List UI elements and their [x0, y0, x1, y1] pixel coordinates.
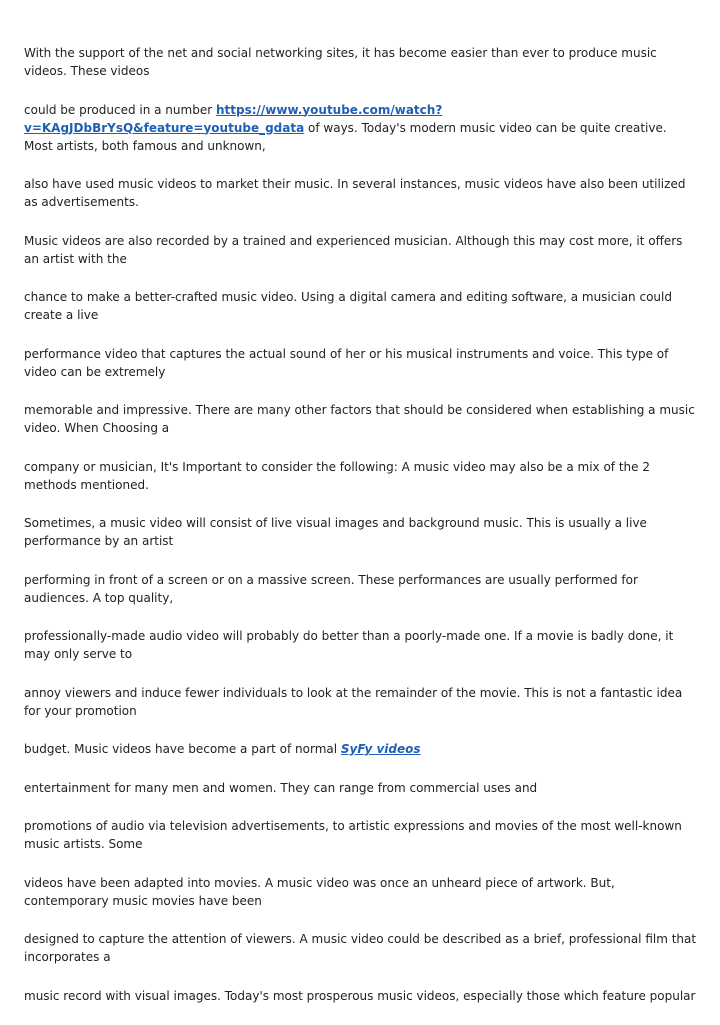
- paragraph-16: videos have been adapted into movies. A music video was once an unheard piece of artwork. But, contemporary music movies have been: [24, 875, 615, 908]
- paragraph-13-before: budget. Music videos have become a part of normal: [24, 742, 341, 756]
- paragraph-3: also have used music videos to market their music. In several instances, music videos have also been utilized as advertisements.: [24, 177, 686, 209]
- paragraph-2-before: could be produced in a number: [24, 102, 216, 117]
- paragraph-17: designed to capture the attention of viewers. A music video could be described as a brief, professional film that incorporates a: [24, 932, 697, 964]
- paragraph-8: company or musician, It's Important to consider the following: A music video may also be a mix of the 2 methods mentioned.: [24, 459, 650, 492]
- paragraph-7: memorable and impressive. There are many other factors that should be considered when establishing a music video. When Choosing a: [24, 403, 695, 435]
- paragraph-15: promotions of audio via television advertisements, to artistic expressions and movies of the most well-known music artists. Some: [24, 819, 682, 851]
- paragraph-11: professionally-made audio video will probably do better than a poorly-made one. If a movie is badly done, it may only serve to: [24, 629, 674, 661]
- paragraph-12: annoy viewers and induce fewer individuals to look at the remainder of the movie. This is not a fantastic idea for your promotion: [24, 685, 683, 718]
- paragraph-1: With the support of the net and social networking sites, it has become easier than ever to produce music videos. These videos: [24, 46, 657, 78]
- paragraph-13: [24, 740, 698, 758]
- paragraph-10: performing in front of a screen or on a massive screen. These performances are usually performed for audiences. A top quality,: [24, 572, 638, 605]
- paragraph-2: [24, 101, 698, 155]
- paragraph-18: music record with visual images. Today's most prosperous music videos, especially those which feature popular: [24, 988, 696, 1003]
- paragraph-14: entertainment for many men and women. They can range from commercial uses and: [24, 780, 538, 795]
- paragraph-2-after: of ways. Today's modern music video can be quite creative. Most artists, both famous and unknown,: [24, 120, 667, 153]
- paragraph-6: performance video that captures the actual sound of her or his musical instruments and voice. This type of video can be extremely: [24, 346, 669, 379]
- youtube-link[interactable]: https://www.youtube.com/watch?v=KAgJDbBrYsQ&feature=youtube_gdata: [24, 102, 443, 135]
- syfy-videos-link[interactable]: SyFy videos: [340, 742, 421, 756]
- document-body: [24, 44, 698, 1025]
- paragraph-4: Music videos are also recorded by a trained and experienced musician. Although this may cost more, it offers an artist with the: [24, 233, 683, 266]
- paragraph-5: chance to make a better-crafted music video. Using a digital camera and editing software, a musician could create a live: [24, 290, 672, 322]
- paragraph-9: Sometimes, a music video will consist of live visual images and background music. This is usually a live performance by an artist: [24, 516, 647, 548]
